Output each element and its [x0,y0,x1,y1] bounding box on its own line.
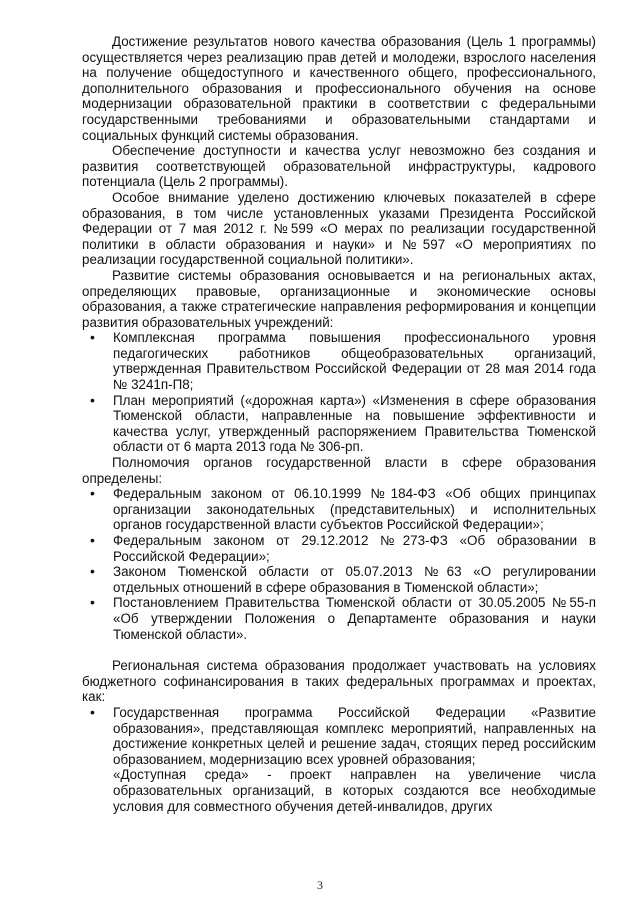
paragraph-goal-2: Обеспечение доступности и качества услуг невозможно без создания и развития соответствующей образовательной инфраструктуры, кадрового потенциала (Цель 2 программы). [82,143,596,190]
paragraph-authority: Полномочия органов государственной власти в сфере образования определены: [82,455,596,486]
list-item: • План мероприятий («дорожная карта») «Изменения в сфере образования Тюменской области, направленные на повышение эффективности и качества услуг, утвержденный распоряжением Правительства Тюменской области от 6 марта 2013 года № 306-рп. [90,391,596,455]
list-item: • Федеральным законом от 29.12.2012 №273-ФЗ «Об образовании в Российской Федерации»; [90,532,596,564]
bullet-icon: • [90,329,95,346]
list-item: • Постановлением Правительства Тюменской области от 30.05.2005 №55-п «Об утверждении Положения о Департаменте образования и науки Тюменской области». [90,594,596,642]
list-item: • Государственная программа Российской Федерации «Развитие образования», представляющая комплекс мероприятий, направленных на достижение конкретных целей и решение задач, стоящих перед российским образованием, модернизацию всех уровней образования; [90,703,596,767]
page-number: 3 [317,878,323,892]
paragraph-gap [82,642,596,658]
paragraph-federal-programs: Региональная система образования продолжает участвовать на условиях бюджетного софинансирования в таких федеральных программах и проектах, как: [82,658,596,705]
paragraph-regional-acts: Развитие системы образования основывается и на региональных актах, определяющих правовые, организационные и экономические основы образования, а также стратегические направления реформирования и концепции развития образовательных учреждений: [82,267,596,330]
document-body [82,34,596,814]
bullet-icon: • [90,703,95,720]
paragraph-key-indicators: Особое внимание уделено достижению ключевых показателей в сфере образования, в том числе установленных указами Президента Российской Федерации от 7 мая 2012 г. №599 «О мерах по реализации государственной политики в области образования и науки» и №597 «О мероприятиях по реализации государственной социальной политики». [82,189,596,268]
list-item: • Законом Тюменской области от 05.07.2013 №63 «О регулировании отдельных отношений в сфере образования в Тюменской области»; [90,563,596,595]
list-item: • Комплексная программа повышения профессионального уровня педагогических работников общеобразовательных организаций, утвержденная Правительством Российской Федерации от 28 мая 2014 года № 3241п-П8; [90,329,596,393]
bullet-icon: • [90,594,95,611]
paragraph-goal-1: Достижение результатов нового качества образования (Цель 1 программы) осуществляется через реализацию прав детей и молодежи, взрослого населения на получение общедоступного и качественного общего, профессионального, дополнительного образования и профессионального обучения на основе модернизации образовательной практики в соответствии с федеральными государственными требованиями и образовательными стандартами и социальных функций системы образования. [82,34,596,143]
authority-list [82,486,596,642]
bullet-icon: • [90,391,95,408]
federal-programs-list [82,705,596,814]
list-item: • Федеральным законом от 06.10.1999 №184-ФЗ «Об общих принципах организации законодательных (представительных) и исполнительных органов государственной власти субъектов Российской Федерации»; [90,485,596,533]
bullet-icon: • [90,563,95,580]
list-item: «Доступная среда» - проект направлен на увеличение числа образовательных организаций, в которых создаются все необходимые условия для совместного обучения детей-инвалидов, других [113,767,596,814]
bullet-icon: • [90,485,95,502]
bullet-icon: • [90,532,95,548]
regional-acts-list [82,330,596,455]
